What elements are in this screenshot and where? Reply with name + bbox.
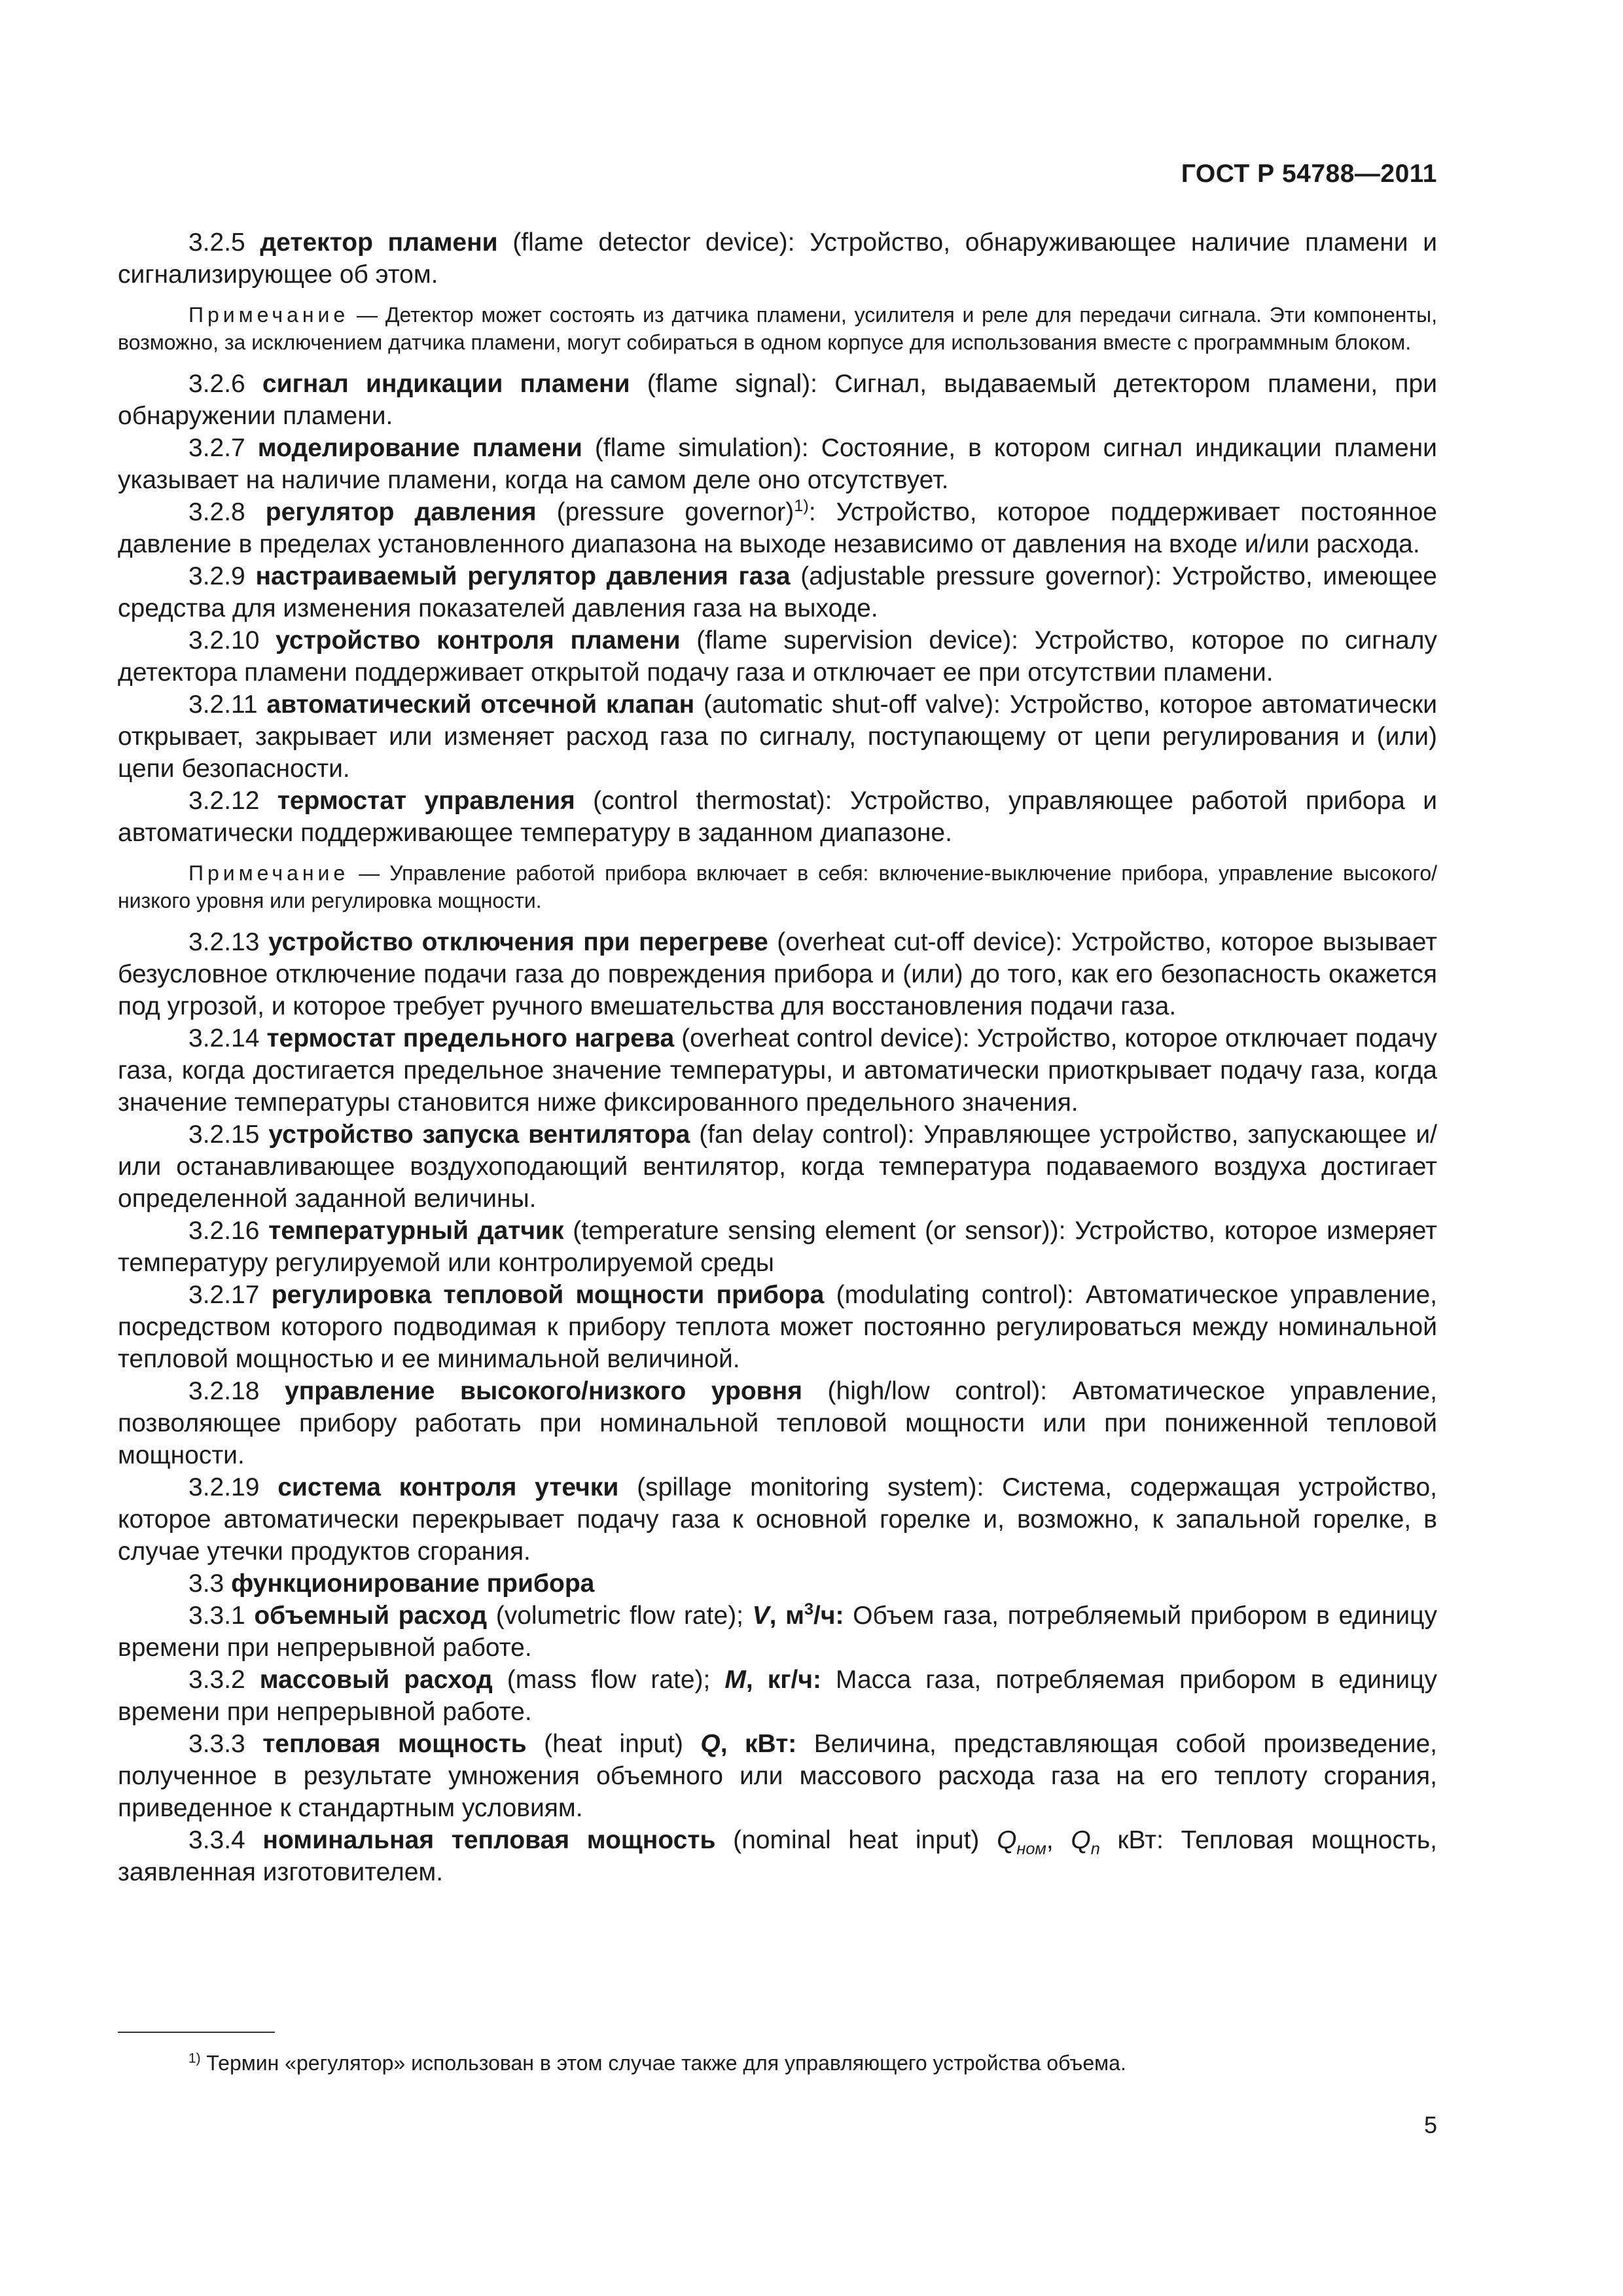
term-english: (overheat control device): bbox=[681, 1024, 970, 1052]
term-title: устройство отключения при перегреве bbox=[268, 928, 768, 956]
term-english: (fan delay control): bbox=[699, 1121, 915, 1149]
term-title: сигнал индикации пламени bbox=[262, 370, 630, 398]
term-3-2-8 bbox=[118, 496, 1437, 560]
term-definition: Тепловая мощность, заявленная изготовителем. bbox=[118, 1826, 1437, 1886]
term-3-2-15 bbox=[118, 1119, 1437, 1215]
term-3-2-12 bbox=[118, 785, 1437, 849]
footnote-mark: 1) bbox=[188, 2051, 201, 2066]
clause-number: 3.2.5 bbox=[188, 228, 245, 257]
unit-exponent: 3 bbox=[804, 1600, 814, 1619]
term-3-2-19 bbox=[118, 1471, 1437, 1568]
term-english: (automatic shut-off valve): bbox=[704, 691, 1001, 719]
clause-number: 3.2.18 bbox=[188, 1377, 260, 1405]
term-english: (modulating control): bbox=[836, 1281, 1074, 1309]
term-definition: Устройство, управляющее работой прибора и автоматически поддерживающее температуру в заданном диапазоне. bbox=[118, 787, 1438, 847]
term-title: автоматический отсечной клапан bbox=[266, 691, 695, 719]
term-english: (volumetric flow rate); bbox=[495, 1602, 744, 1630]
term-3-3-4 bbox=[118, 1824, 1437, 1888]
term-definition: Система, содержащая устройство, которое автоматически перекрывает подачу газа к основной горелке и, возможно, к запальной горелке, в случае утечки продуктов сгорания. bbox=[118, 1473, 1437, 1566]
unit: , кВт: bbox=[720, 1730, 797, 1758]
term-3-2-7 bbox=[118, 432, 1437, 496]
term-english: (pressure governor) bbox=[556, 498, 794, 526]
term-3-2-18 bbox=[118, 1375, 1437, 1471]
term-title: управление высокого/низкого уровня bbox=[285, 1377, 802, 1405]
term-title: объемный расход bbox=[254, 1602, 488, 1630]
unit: , м bbox=[769, 1602, 804, 1630]
term-title: термостат предельного нагрева bbox=[266, 1024, 675, 1052]
term-title: настраиваемый регулятор давления газа bbox=[255, 562, 791, 590]
term-title: массовый расход bbox=[259, 1666, 493, 1694]
footnote-divider bbox=[118, 2032, 275, 2033]
term-definition: Управляющее устройство, запускающее и/или останавливающее воздухоподающий вентилятор, когда температура подаваемого воздуха достигает определенной заданной величины. bbox=[118, 1121, 1437, 1213]
term-definition: Автоматическое управление, посредством которого подводимая к прибору теплота может постоянно регулироваться между номинальной тепловой мощностью и ее минимальной величиной. bbox=[118, 1281, 1438, 1373]
footnote-ref: 1) bbox=[794, 497, 809, 515]
term-3-3-2 bbox=[118, 1664, 1437, 1728]
term-definition: Устройство, которое вызывает безусловное отключение подачи газа до повреждения прибора и (или) до того, как его безопасность окажется под угрозой, и которое требует ручного вмешательства для восстановления подачи газа. bbox=[118, 928, 1437, 1020]
term-definition: Автоматическое управление, позволяющее прибору работать при номинальной тепловой мощности или при пониженной тепловой мощности. bbox=[118, 1377, 1438, 1469]
term-3-2-13 bbox=[118, 926, 1437, 1022]
clause-number: 3.2.14 bbox=[188, 1024, 260, 1052]
term-title: система контроля утечки bbox=[277, 1473, 619, 1501]
term-title: устройство контроля пламени bbox=[276, 626, 681, 655]
term-title: моделирование пламени bbox=[257, 434, 582, 462]
symbol-subscript: ном bbox=[1016, 1839, 1046, 1858]
term-english: (nominal heat input) bbox=[733, 1826, 980, 1854]
clause-number: 3.2.15 bbox=[188, 1121, 260, 1149]
note-label: Примечание bbox=[188, 303, 349, 327]
term-3-2-5 bbox=[118, 226, 1437, 291]
term-definition: Устройство, которое отключает подачу газа, когда достигается предельное значение температуры, и автоматически приоткрывает подачу газа, когда значение температуры становится ниже фиксированного предельного значения. bbox=[118, 1024, 1437, 1117]
clause-number: 3.2.7 bbox=[188, 434, 245, 462]
term-english: (flame detector device): bbox=[512, 228, 795, 257]
term-definition: Устройство, которое поддерживает постоянное давление в пределах установленного диапазона на выходе независимо от давления на входе и/или расхода. bbox=[118, 498, 1437, 558]
symbol: Q bbox=[700, 1730, 721, 1758]
note-2 bbox=[118, 859, 1437, 914]
symbol: V bbox=[752, 1602, 770, 1630]
symbol: M bbox=[724, 1666, 746, 1694]
term-title: регулировка тепловой мощности прибора bbox=[271, 1281, 825, 1309]
clause-number: 3.2.8 bbox=[188, 498, 245, 526]
term-title: устройство запуска вентилятора bbox=[268, 1121, 690, 1149]
section-3-3 bbox=[118, 1568, 1437, 1600]
note-label: Примечание bbox=[188, 861, 349, 885]
symbol-alt-subscript: n bbox=[1090, 1839, 1100, 1858]
term-english: (adjustable pressure governor): bbox=[800, 562, 1162, 590]
term-title: регулятор давления bbox=[265, 498, 537, 526]
term-title: номинальная тепловая мощность bbox=[262, 1826, 716, 1854]
term-english: (overheat cut-off device): bbox=[777, 928, 1063, 956]
symbol: Q bbox=[997, 1826, 1017, 1854]
clause-number: 3.2.17 bbox=[188, 1281, 260, 1309]
document-code: ГОСТ Р 54788—2011 bbox=[1181, 160, 1437, 188]
term-english: (flame supervision device): bbox=[696, 626, 1018, 655]
clause-number: 3.2.11 bbox=[188, 691, 258, 719]
term-title: тепловая мощность bbox=[262, 1730, 527, 1758]
term-title: термостат управления bbox=[277, 787, 575, 815]
note-1 bbox=[118, 301, 1437, 356]
term-definition: Устройство, обнаруживающее наличие пламени и сигнализирующее об этом. bbox=[118, 228, 1437, 289]
term-english: (high/low control): bbox=[827, 1377, 1048, 1405]
symbol-alt: Q bbox=[1071, 1826, 1091, 1854]
unit: кВт: bbox=[1117, 1826, 1164, 1854]
term-definition: Величина, представляющая собой произведение, полученное в результате умножения объемного или массового расхода газа на его теплоту сгорания, приведенное к стандартным условиям. bbox=[118, 1730, 1438, 1822]
term-3-2-10 bbox=[118, 624, 1437, 689]
clause-number: 3.2.19 bbox=[188, 1473, 260, 1501]
term-3-2-9 bbox=[118, 560, 1437, 624]
term-title: детектор пламени bbox=[260, 228, 498, 257]
term-english: (heat input) bbox=[544, 1730, 683, 1758]
separator: , bbox=[1046, 1826, 1054, 1854]
note-text: — Управление работой прибора включает в себя: включение-выключение прибора, управление высокого/низкого уровня или регулировка мощности. bbox=[118, 861, 1438, 912]
clause-number: 3.3 bbox=[188, 1570, 224, 1598]
clause-number: 3.2.16 bbox=[188, 1217, 260, 1245]
unit-suffix: /ч: bbox=[813, 1602, 844, 1630]
term-english: (flame simulation): bbox=[594, 434, 809, 462]
clause-number: 3.2.6 bbox=[188, 370, 245, 398]
term-english: (mass flow rate); bbox=[507, 1666, 711, 1694]
term-definition: Масса газа, потребляемая прибором в единицу времени при непрерывной работе. bbox=[118, 1666, 1438, 1726]
term-definition: Состояние, в котором сигнал индикации пламени указывает на наличие пламени, когда на самом деле оно отсутствует. bbox=[118, 434, 1437, 494]
term-title: температурный датчик bbox=[268, 1217, 564, 1245]
page-number: 5 bbox=[1423, 2111, 1437, 2138]
term-3-2-11 bbox=[118, 689, 1437, 785]
clause-number: 3.2.13 bbox=[188, 928, 260, 956]
term-definition: Устройство, которое измеряет температуру регулируемой или контролируемой среды bbox=[118, 1217, 1437, 1277]
clause-number: 3.3.1 bbox=[188, 1602, 245, 1630]
unit: , кг/ч: bbox=[745, 1666, 821, 1694]
clause-number: 3.2.12 bbox=[188, 787, 260, 815]
term-definition: Устройство, которое автоматически открывает, закрывает или изменяет расход газа по сигналу, поступающему от цепи регулирования и (или) цепи безопасности. bbox=[118, 691, 1438, 783]
term-english: (control thermostat): bbox=[593, 787, 832, 815]
colon: : bbox=[808, 498, 816, 526]
section-title: функционирование прибора bbox=[231, 1570, 595, 1598]
term-english: (flame signal): bbox=[647, 370, 817, 398]
term-3-2-14 bbox=[118, 1022, 1437, 1119]
footnote bbox=[118, 2050, 1437, 2076]
term-definition: Устройство, имеющее средства для изменения показателей давления газа на выходе. bbox=[118, 562, 1437, 622]
clause-number: 3.3.2 bbox=[188, 1666, 245, 1694]
term-english: (temperature sensing element (or sensor)): bbox=[573, 1217, 1066, 1245]
clause-number: 3.3.3 bbox=[188, 1730, 245, 1758]
term-3-3-3 bbox=[118, 1728, 1437, 1824]
term-3-2-6 bbox=[118, 368, 1437, 432]
term-3-2-17 bbox=[118, 1279, 1437, 1375]
term-3-2-16 bbox=[118, 1215, 1437, 1279]
term-definition: Устройство, которое по сигналу детектора пламени поддерживает открытой подачу газа и отключает ее при отсутствии пламени. bbox=[118, 626, 1437, 687]
term-definition: Сигнал, выдаваемый детектором пламени, при обнаружении пламени. bbox=[118, 370, 1437, 430]
footnote-text: Термин «регулятор» использован в этом случае также для управляющего устройства объема. bbox=[206, 2051, 1126, 2075]
term-3-3-1 bbox=[118, 1600, 1437, 1664]
clause-number: 3.3.4 bbox=[188, 1826, 245, 1854]
term-definition: Объем газа, потребляемый прибором в единицу времени при непрерывной работе. bbox=[118, 1602, 1438, 1662]
clause-number: 3.2.10 bbox=[188, 626, 260, 655]
term-english: (spillage monitoring system): bbox=[637, 1473, 984, 1501]
document-body bbox=[118, 226, 1437, 1888]
clause-number: 3.2.9 bbox=[188, 562, 245, 590]
note-text: — Детектор может состоять из датчика пламени, усилителя и реле для передачи сигнала. Эти компоненты, возможно, за исключением датчика пламени, могут собираться в одном корпусе для использования вместе с программным блоком. bbox=[118, 303, 1438, 354]
